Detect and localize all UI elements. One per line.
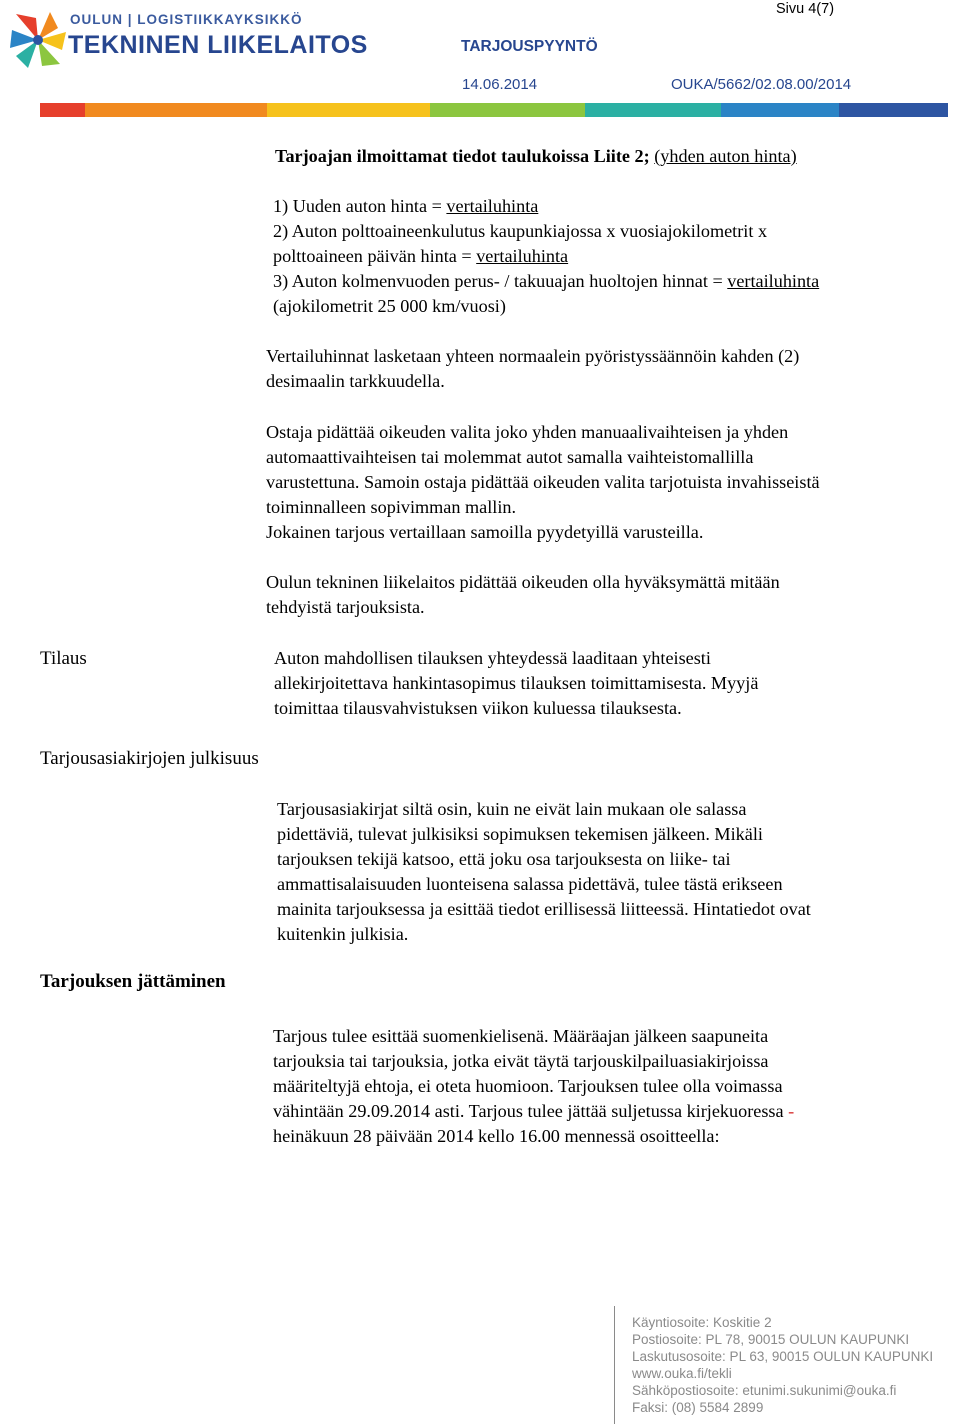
paragraph-line: allekirjoitettava hankintasopimus tilauksen toimittamisesta. Myyjä — [274, 673, 759, 693]
color-band-segment — [85, 103, 267, 117]
paragraph-line: määriteltyjä ehtoja, ei oteta huomioon. Tarjouksen tulee olla voimassa — [273, 1076, 783, 1096]
paragraph-line: vähintään 29.09.2014 asti. Tarjous tulee jättää suljetussa kirjekuoressa — [273, 1101, 784, 1121]
criterion-2-cont: polttoaineen päivän hinta = — [273, 246, 477, 266]
label-publicity: Tarjousasiakirjojen julkisuus — [40, 748, 259, 769]
header-color-band — [40, 103, 948, 117]
paragraph-line: desimaalin tarkkuudella. — [266, 371, 445, 391]
paragraph-line: automaattivaihteisen tai molemmat autot samalla vaihteistomallilla — [266, 447, 754, 467]
reservation-paragraph — [266, 420, 820, 545]
document-reference: OUKA/5662/02.08.00/2014 — [671, 76, 852, 93]
paragraph-line: mainita tarjouksessa ja esittää tiedot erillisessä liitteessä. Hintatiedot ovat — [277, 899, 811, 919]
color-band-segment — [839, 103, 948, 117]
red-dash: - — [788, 1101, 795, 1121]
paragraph-line: Ostaja pidättää oikeuden valita joko yhden manuaalivaihteisen ja yhden — [266, 422, 789, 442]
paragraph-line: Tarjous tulee esittää suomenkielisenä. Määräajan jälkeen saapuneita — [273, 1026, 769, 1046]
color-band-segment — [585, 103, 721, 117]
criterion-3-link: vertailuhinta — [727, 271, 820, 291]
color-band-segment — [430, 103, 584, 117]
color-band-segment — [40, 103, 85, 117]
document-type: TARJOUSPYYNTÖ — [461, 38, 598, 55]
paragraph-line: Tarjousasiakirjat siltä osin, kuin ne eivät lain mukaan ole salassa — [277, 799, 747, 819]
paragraph-line: tehdyistä tarjouksista. — [266, 597, 425, 617]
footer-email: Sähköpostiosoite: etunimi.sukunimi@ouka.fi — [632, 1383, 897, 1398]
pinwheel-logo-icon — [6, 8, 70, 72]
rounding-paragraph — [266, 344, 799, 394]
heading-link: (yhden auton hinta) — [654, 146, 797, 166]
logo-wordmark: TEKNINEN LIIKELAITOS — [68, 31, 368, 59]
submission-paragraph — [273, 1024, 794, 1149]
paragraph-line: kuitenkin julkisia. — [277, 924, 409, 944]
page-number: Sivu 4(7) — [776, 1, 835, 17]
section-heading — [275, 144, 797, 169]
paragraph-line: Jokainen tarjous vertaillaan samoilla pyydetyillä varusteilla. — [266, 522, 704, 542]
paragraph-line: Auton mahdollisen tilauksen yhteydessä laaditaan yhteisesti — [274, 648, 711, 668]
footer-fax: Faksi: (08) 5584 2899 — [632, 1400, 764, 1415]
rejection-paragraph — [266, 570, 780, 620]
footer-contact — [632, 1314, 933, 1416]
footer-website-link[interactable]: www.ouka.fi/tekli — [632, 1366, 732, 1381]
color-band-segment — [267, 103, 430, 117]
criterion-2-link: vertailuhinta — [476, 246, 569, 266]
paragraph-line: varustettuna. Samoin ostaja pidättää oikeuden valita tarjotuista invahisseistä — [266, 472, 820, 492]
document-date: 14.06.2014 — [462, 76, 538, 93]
paragraph-line: toiminnalleen sopivimman mallin. — [266, 497, 517, 517]
paragraph-line: Vertailuhinnat lasketaan yhteen normaalein pyöristyssäännöin kahden (2) — [266, 346, 800, 366]
paragraph-line: toimittaa tilausvahvistuksen viikon kuluessa tilauksesta. — [274, 698, 682, 718]
criterion-2: 2) Auton polttoaineenkulutus kaupunkiajossa x vuosiajokilometrit x — [273, 221, 768, 241]
heading-bold: Tarjoajan ilmoittamat tiedot taulukoissa Liite 2; — [275, 146, 650, 166]
label-tilaus: Tilaus — [40, 648, 87, 669]
footer-divider — [614, 1306, 615, 1424]
criteria-list — [273, 194, 819, 319]
label-submission: Tarjouksen jättäminen — [40, 971, 226, 992]
paragraph-line: pidettäviä, tulevat julkisiksi sopimuksen tekemisen jälkeen. Mikäli — [277, 824, 763, 844]
paragraph-line: tarjouksia tai tarjouksia, jotka eivät täytä tarjouskilpailuasiakirjoissa — [273, 1051, 769, 1071]
footer-billing-address: Laskutusosoite: PL 63, 90015 OULUN KAUPUNKI — [632, 1349, 934, 1364]
logo-subtitle: OULUN | LOGISTIIKKAYKSIKKÖ — [70, 12, 303, 27]
footer-visit-address: Käyntiosoite: Koskitie 2 — [632, 1315, 772, 1330]
footer-post-address: Postiosoite: PL 78, 90015 OULUN KAUPUNKI — [632, 1332, 910, 1347]
criterion-3: 3) Auton kolmenvuoden perus- / takuuajan huoltojen hinnat = — [273, 271, 728, 291]
paragraph-line: tarjouksen tekijä katsoo, että joku osa tarjouksesta on liike- tai — [277, 849, 731, 869]
criterion-1: 1) Uuden auton hinta = — [273, 196, 447, 216]
criterion-1-link: vertailuhinta — [446, 196, 539, 216]
paragraph-line: heinäkuun 28 päivään 2014 kello 16.00 mennessä osoitteella: — [273, 1126, 720, 1146]
paragraph-line: Oulun tekninen liikelaitos pidättää oikeuden olla hyväksymättä mitään — [266, 572, 780, 592]
color-band-segment — [721, 103, 839, 117]
paragraph-line: ammattisalaisuuden luonteisena salassa pidettävä, tulee tästä erikseen — [277, 874, 783, 894]
criterion-3-cont: (ajokilometrit 25 000 km/vuosi) — [273, 296, 506, 316]
publicity-paragraph — [277, 797, 811, 947]
tilaus-paragraph — [274, 646, 758, 721]
